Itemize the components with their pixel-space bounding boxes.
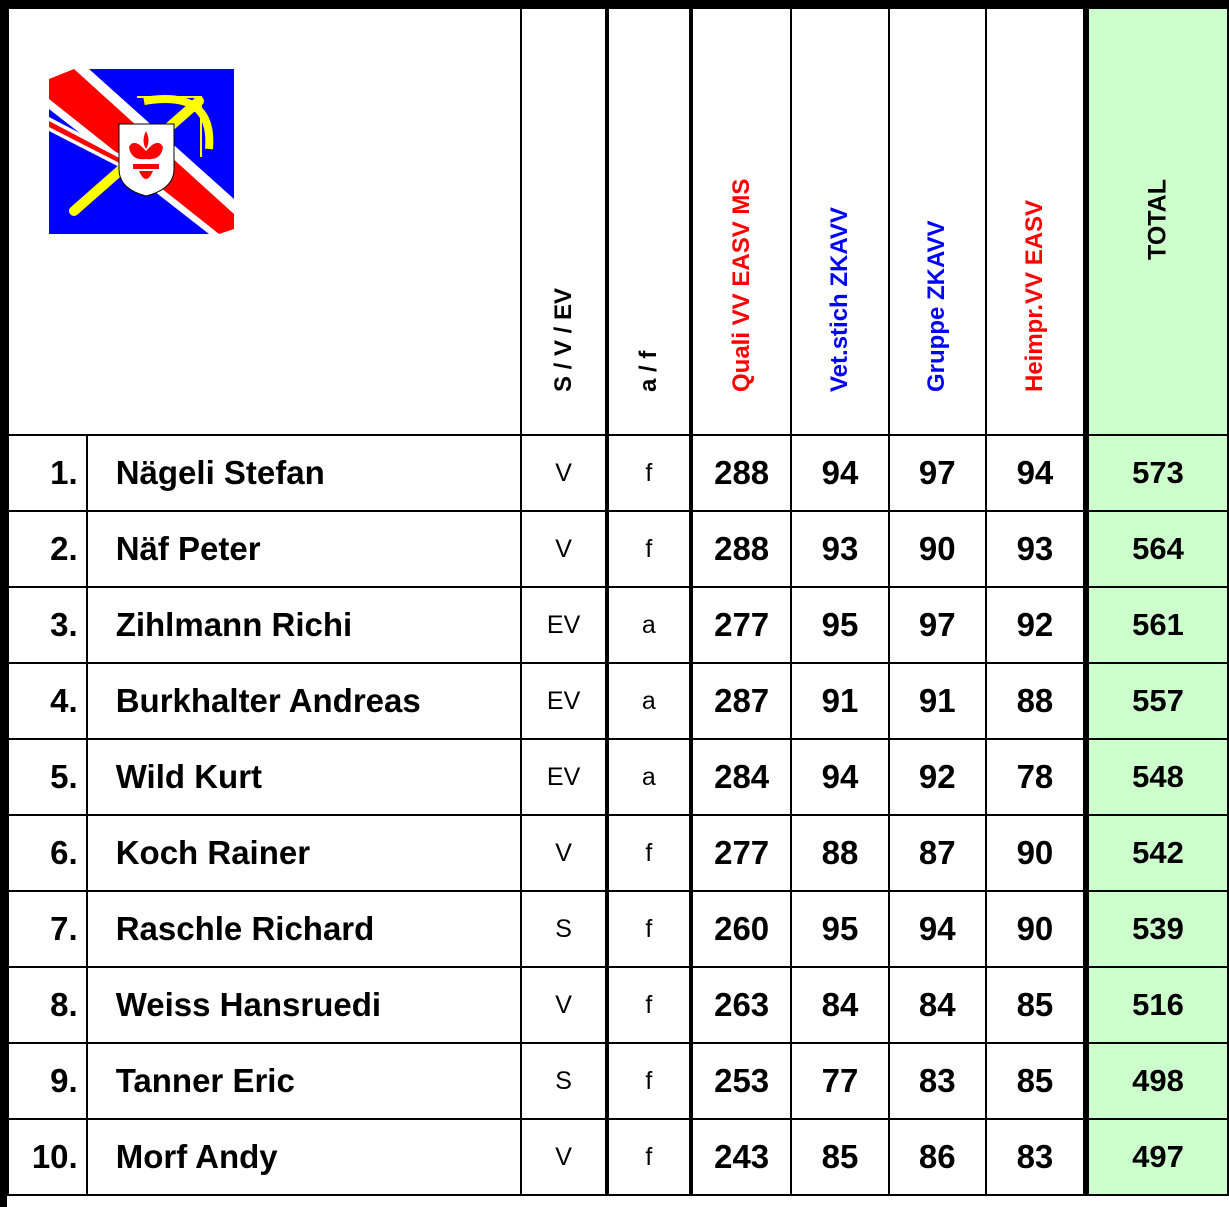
gruppe-score: 92 <box>889 739 986 815</box>
table-row <box>8 511 1228 587</box>
gruppe-score: 91 <box>889 663 986 739</box>
name-cell: Zihlmann Richi <box>87 587 522 663</box>
table-row <box>8 967 1228 1043</box>
rank-cell: 1. <box>8 435 87 511</box>
vetstich-score: 94 <box>791 435 888 511</box>
heimpr-score: 83 <box>986 1119 1086 1195</box>
vetstich-score: 95 <box>791 587 888 663</box>
name-cell: Näf Peter <box>87 511 522 587</box>
rank-cell: 2. <box>8 511 87 587</box>
name-cell: Koch Rainer <box>87 815 522 891</box>
table-row <box>8 663 1228 739</box>
rank-cell: 6. <box>8 815 87 891</box>
heimpr-score: 90 <box>986 815 1086 891</box>
total-score: 497 <box>1086 1119 1228 1195</box>
heimpr-score: 78 <box>986 739 1086 815</box>
total-score: 548 <box>1086 739 1228 815</box>
category-cell: V <box>521 511 606 587</box>
total-score: 573 <box>1086 435 1228 511</box>
category-cell: EV <box>521 663 606 739</box>
quali-score: 277 <box>691 587 791 663</box>
quali-score: 263 <box>691 967 791 1043</box>
af-cell: f <box>607 435 691 511</box>
header-vetstich-label: Vet.stich ZKAVV <box>825 207 853 392</box>
category-cell: V <box>521 815 606 891</box>
rank-cell: 5. <box>8 739 87 815</box>
rank-cell: 10. <box>8 1119 87 1195</box>
total-score: 542 <box>1086 815 1228 891</box>
crossbow-club-flag-icon <box>49 69 234 234</box>
quali-score: 260 <box>691 891 791 967</box>
heimpr-score: 85 <box>986 967 1086 1043</box>
category-cell: S <box>521 891 606 967</box>
rank-cell: 9. <box>8 1043 87 1119</box>
header-gruppe <box>889 8 986 435</box>
total-score: 539 <box>1086 891 1228 967</box>
category-cell: V <box>521 967 606 1043</box>
header-af-label: a / f <box>634 350 662 392</box>
af-cell: a <box>607 663 691 739</box>
header-af <box>607 8 691 435</box>
name-cell: Morf Andy <box>87 1119 522 1195</box>
name-cell: Wild Kurt <box>87 739 522 815</box>
quali-score: 253 <box>691 1043 791 1119</box>
af-cell: f <box>607 511 691 587</box>
category-cell: EV <box>521 587 606 663</box>
rank-cell: 4. <box>8 663 87 739</box>
af-cell: a <box>607 587 691 663</box>
name-cell: Burkhalter Andreas <box>87 663 522 739</box>
total-score: 498 <box>1086 1043 1228 1119</box>
quali-score: 287 <box>691 663 791 739</box>
header-heimpr-label: Heimpr.VV EASV <box>1020 199 1048 392</box>
af-cell: f <box>607 1043 691 1119</box>
rank-cell: 3. <box>8 587 87 663</box>
category-cell: V <box>521 435 606 511</box>
ranking-table <box>7 7 1229 1196</box>
vetstich-score: 85 <box>791 1119 888 1195</box>
quali-score: 288 <box>691 435 791 511</box>
header-category-label: S / V / EV <box>549 287 577 392</box>
gruppe-score: 94 <box>889 891 986 967</box>
name-cell: Nägeli Stefan <box>87 435 522 511</box>
table-row <box>8 891 1228 967</box>
table-row <box>8 587 1228 663</box>
gruppe-score: 90 <box>889 511 986 587</box>
header-gruppe-label: Gruppe ZKAVV <box>923 220 951 392</box>
gruppe-score: 83 <box>889 1043 986 1119</box>
vetstich-score: 95 <box>791 891 888 967</box>
af-cell: f <box>607 967 691 1043</box>
heimpr-score: 88 <box>986 663 1086 739</box>
table-row <box>8 739 1228 815</box>
name-cell: Weiss Hansruedi <box>87 967 522 1043</box>
category-cell: V <box>521 1119 606 1195</box>
category-cell: S <box>521 1043 606 1119</box>
header-total <box>1086 8 1228 435</box>
quali-score: 277 <box>691 815 791 891</box>
header-quali-label: Quali VV EASV MS <box>727 178 755 392</box>
name-cell: Raschle Richard <box>87 891 522 967</box>
gruppe-score: 87 <box>889 815 986 891</box>
gruppe-score: 84 <box>889 967 986 1043</box>
heimpr-score: 85 <box>986 1043 1086 1119</box>
total-score: 557 <box>1086 663 1228 739</box>
table-row <box>8 1043 1228 1119</box>
heimpr-score: 92 <box>986 587 1086 663</box>
quali-score: 284 <box>691 739 791 815</box>
rank-cell: 8. <box>8 967 87 1043</box>
vetstich-score: 93 <box>791 511 888 587</box>
table-row <box>8 435 1228 511</box>
heimpr-score: 93 <box>986 511 1086 587</box>
gruppe-score: 97 <box>889 587 986 663</box>
logo-cell <box>8 8 521 435</box>
total-score: 564 <box>1086 511 1228 587</box>
total-score: 516 <box>1086 967 1228 1043</box>
header-vetstich <box>791 8 888 435</box>
category-cell: EV <box>521 739 606 815</box>
vetstich-score: 77 <box>791 1043 888 1119</box>
af-cell: a <box>607 739 691 815</box>
vetstich-score: 91 <box>791 663 888 739</box>
af-cell: f <box>607 891 691 967</box>
header-total-label: TOTAL <box>1143 178 1172 260</box>
header-heimpr <box>986 8 1086 435</box>
table-row <box>8 1119 1228 1195</box>
heimpr-score: 90 <box>986 891 1086 967</box>
header-category <box>521 8 606 435</box>
quali-score: 288 <box>691 511 791 587</box>
af-cell: f <box>607 815 691 891</box>
header-quali <box>691 8 791 435</box>
vetstich-score: 88 <box>791 815 888 891</box>
total-score: 561 <box>1086 587 1228 663</box>
quali-score: 243 <box>691 1119 791 1195</box>
vetstich-score: 94 <box>791 739 888 815</box>
gruppe-score: 86 <box>889 1119 986 1195</box>
name-cell: Tanner Eric <box>87 1043 522 1119</box>
rank-cell: 7. <box>8 891 87 967</box>
heimpr-score: 94 <box>986 435 1086 511</box>
gruppe-score: 97 <box>889 435 986 511</box>
table-row <box>8 815 1228 891</box>
af-cell: f <box>607 1119 691 1195</box>
header-row <box>8 8 1228 435</box>
vetstich-score: 84 <box>791 967 888 1043</box>
